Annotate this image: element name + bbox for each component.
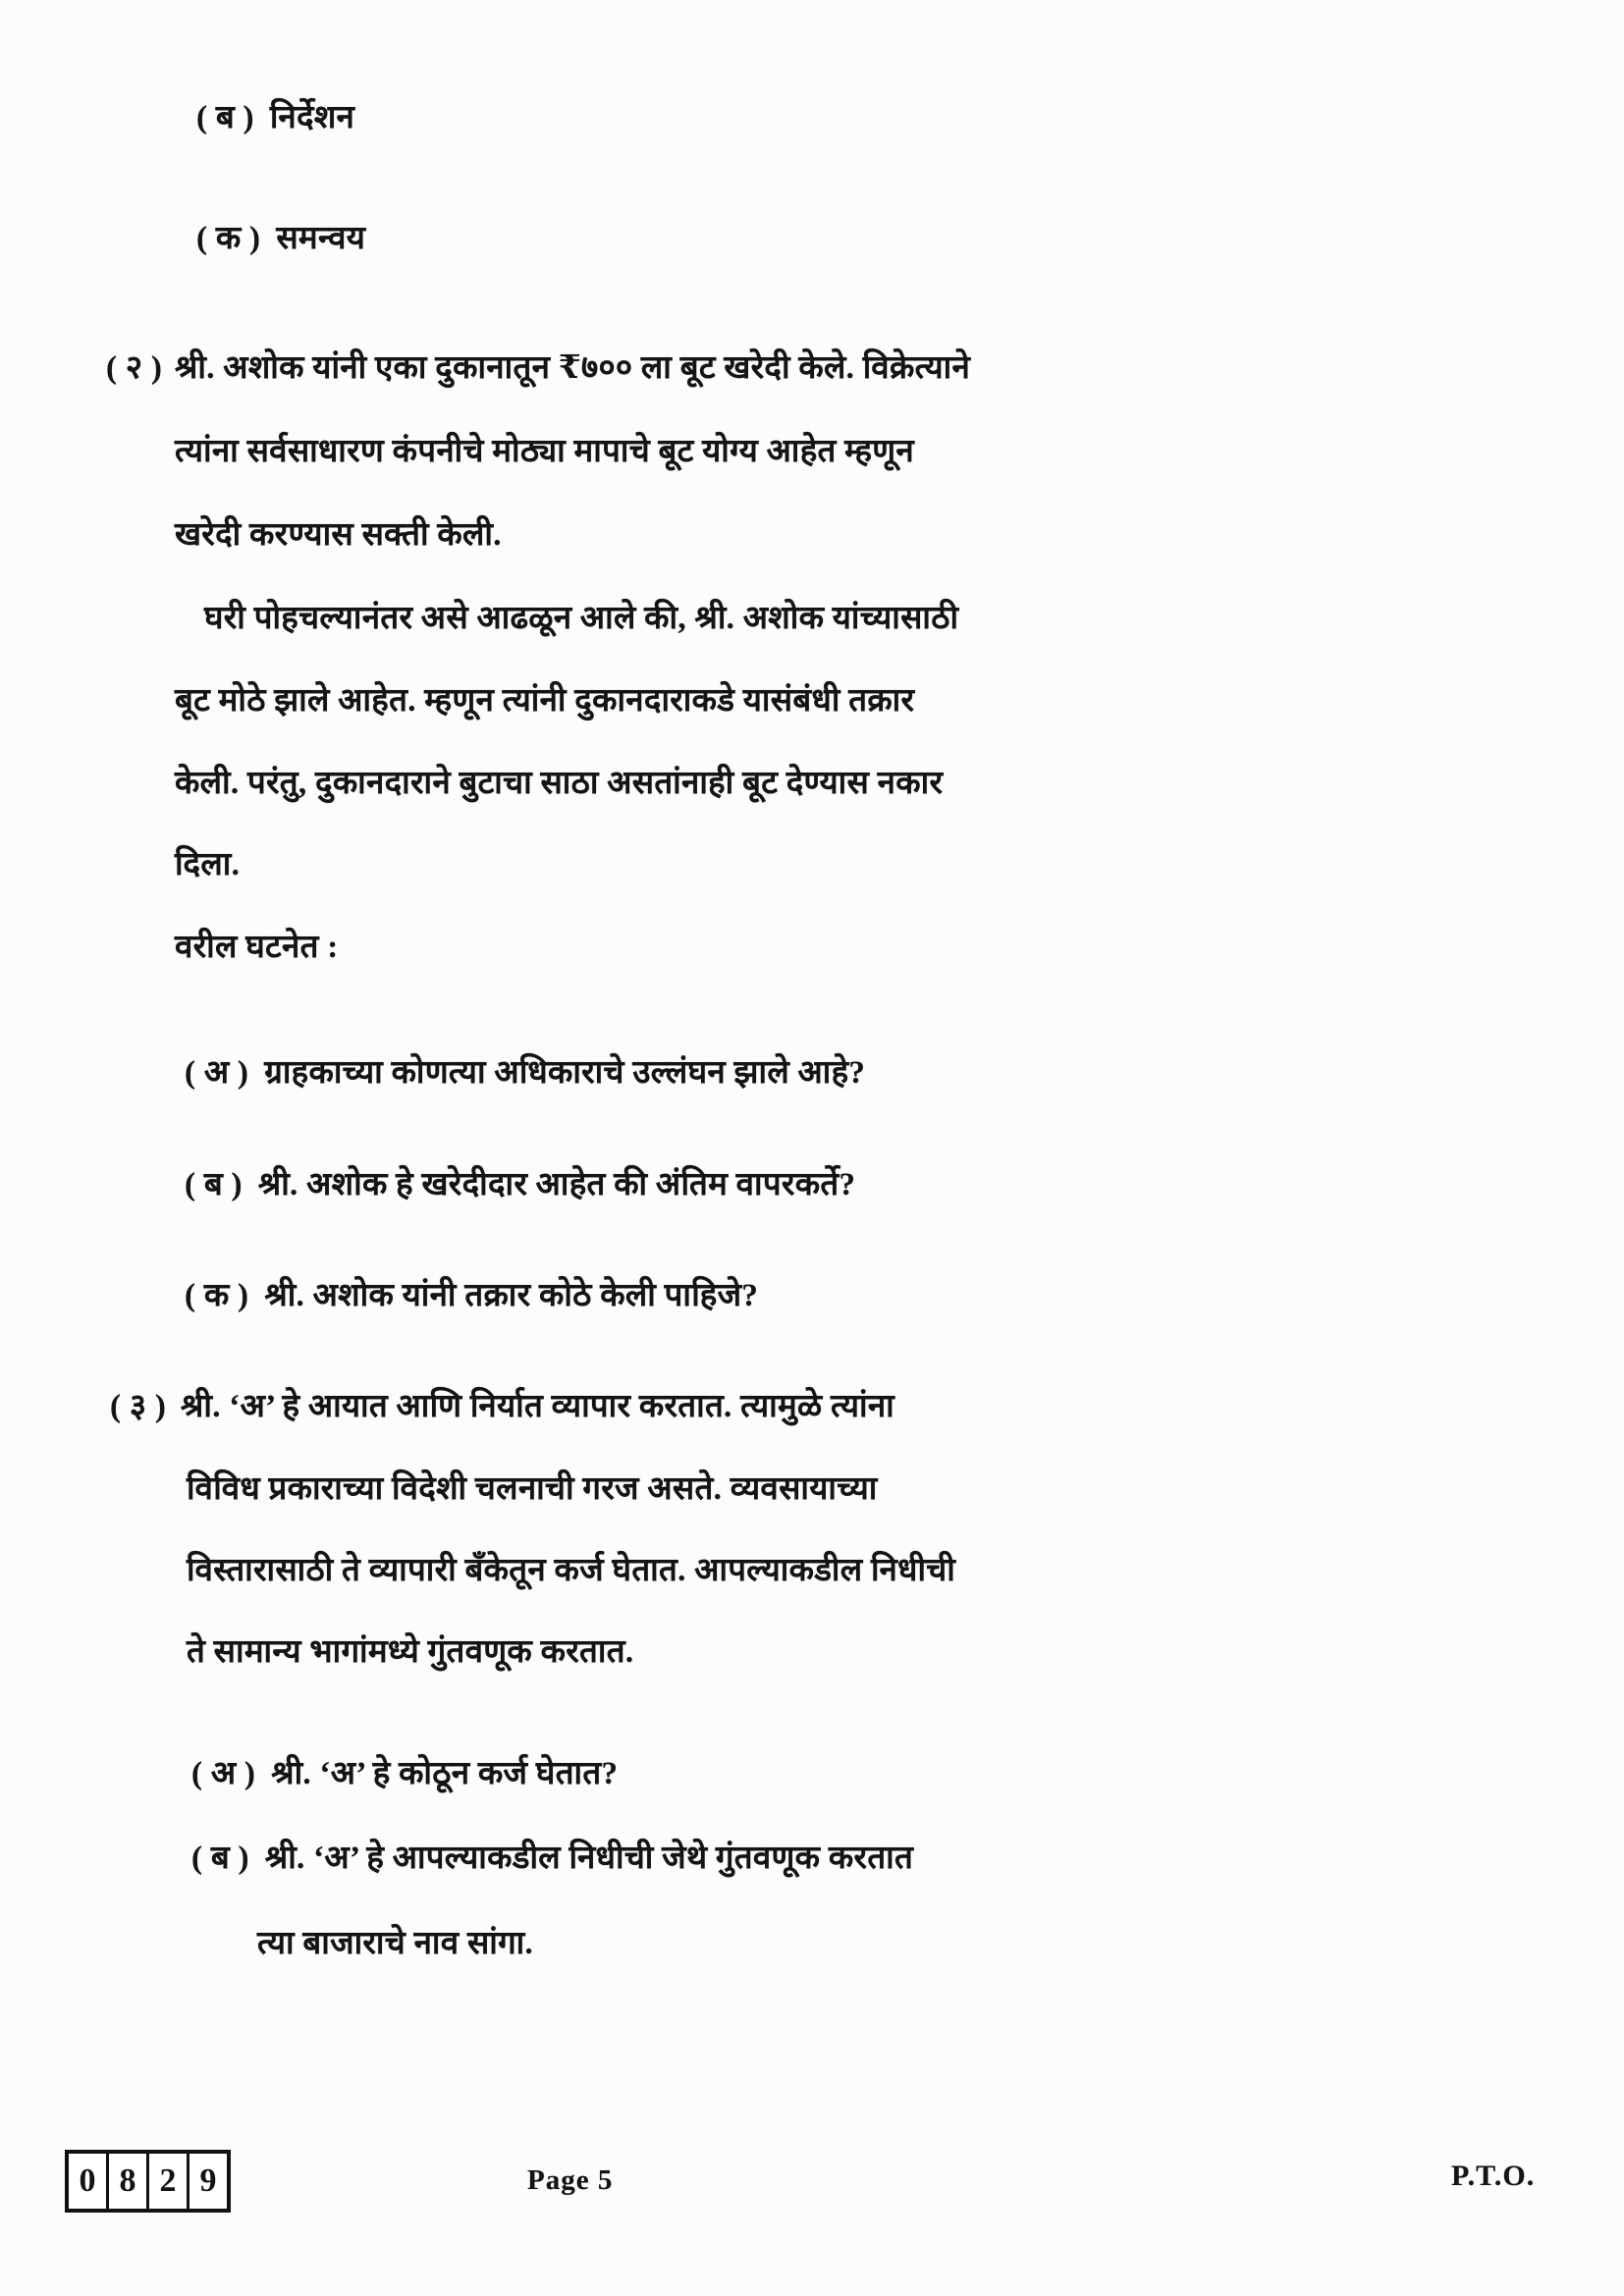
question2-number: ( २ ): [106, 350, 163, 386]
question3-line: श्री. ‘अ’ हे आयात आणि निर्यात व्यापार करतात. त्यामुळे त्यांना: [181, 1389, 894, 1424]
question2-sub-b: [185, 1160, 855, 1204]
question2-sub-k: [185, 1271, 758, 1315]
sub-question-marker: ( ब ): [185, 1167, 243, 1202]
question2-line: श्री. अशोक यांनी एका दुकानातून ₹७०० ला बूट खरेदी केले. विक्रेत्याने: [175, 350, 971, 386]
code-digit: 2: [146, 2154, 187, 2209]
question3-line: ते सामान्य भागांमध्ये गुंतवणूक करतात.: [187, 1634, 634, 1670]
question3-line: विविध प्रकाराच्या विदेशी चलनाची गरज असते. व्यवसायाच्या: [187, 1471, 878, 1507]
sub-question-text: ग्राहकाच्या कोणत्या अधिकाराचे उल्लंघन झाले आहे?: [264, 1055, 866, 1091]
sub-question-marker: ( अ ): [191, 1756, 256, 1791]
question2-line: दिला.: [175, 847, 241, 882]
sub-question-text: श्री. ‘अ’ हे आपल्याकडील निधीची जेथे गुंतवणूक करतात: [264, 1841, 914, 1876]
question2-line: घरी पोहचल्यानंतर असे आढळून आले की, श्री. अशोक यांच्यासाठी: [204, 601, 959, 636]
sub-question-marker: ( क ): [185, 1278, 249, 1313]
sub-question-text: श्री. अशोक हे खरेदीदार आहेत की अंतिम वापरकर्ते?: [257, 1167, 856, 1202]
question2-lead: वरील घटनेत :: [175, 930, 339, 965]
question2-sub-a: [185, 1048, 865, 1093]
sub-question-marker: ( अ ): [185, 1055, 249, 1091]
option-item-k: [196, 214, 365, 258]
question3-number: ( ३ ): [110, 1389, 167, 1424]
option-item-b: [196, 93, 354, 137]
question2-line: खरेदी करण्यास सक्ती केली.: [175, 517, 502, 553]
question2-line: केली. परंतु, दुकानदाराने बुटाचा साठा असतांनाही बूट देण्यास नकार: [175, 766, 944, 801]
option-marker: ( ब ): [196, 100, 254, 135]
question2-line: त्यांना सर्वसाधारण कंपनीचे मोठ्या मापाचे बूट योग्य आहेत म्हणून: [175, 434, 915, 469]
question3-sub-b: [191, 1834, 913, 1878]
sub-question-text: श्री. अशोक यांनी तक्रार कोठे केली पाहिजे?: [264, 1278, 759, 1313]
code-digit: 0: [79, 2163, 96, 2199]
question2-line: बूट मोठे झाले आहेत. म्हणून त्यांनी दुकानदाराकडे यासंबंधी तक्रार: [175, 683, 915, 719]
sub-question-text: श्री. ‘अ’ हे कोठून कर्ज घेतात?: [271, 1756, 619, 1791]
option-label: समन्वय: [276, 221, 366, 256]
code-digit: 8: [106, 2154, 146, 2209]
page-number: Page 5: [527, 2164, 614, 2196]
code-digit: 9: [187, 2154, 227, 2209]
question3-sub-a: [191, 1749, 618, 1793]
option-label: निर्देशन: [269, 100, 355, 135]
pto-label: P.T.O.: [1451, 2160, 1536, 2192]
question3-sub-b-continuation: त्या बाजाराचे नाव सांगा.: [257, 1926, 534, 1961]
option-marker: ( क ): [196, 221, 261, 256]
sub-question-marker: ( ब ): [191, 1841, 249, 1876]
exam-code-box: [65, 2150, 231, 2213]
question3-line: विस्तारासाठी ते व्यापारी बँकेतून कर्ज घेतात. आपल्याकडील निधीची: [187, 1553, 956, 1588]
